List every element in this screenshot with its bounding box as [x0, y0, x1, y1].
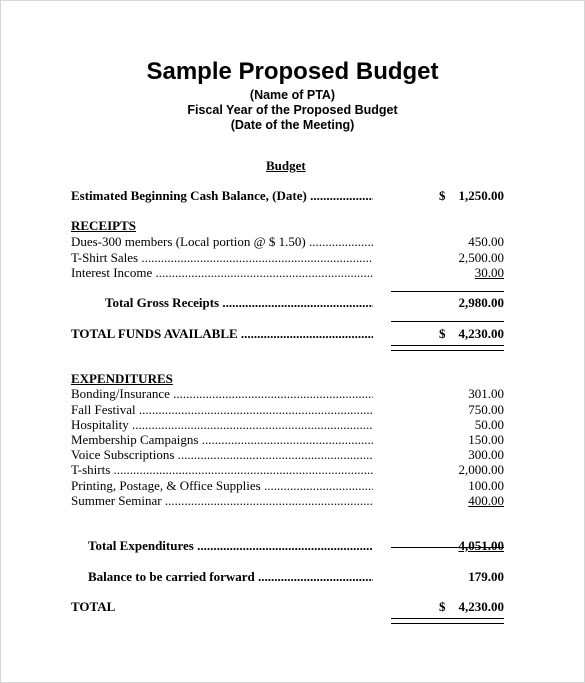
- currency-symbol: $: [439, 188, 446, 203]
- expenditure-label: Hospitality .....: [71, 417, 373, 433]
- balance-forward-row: [0, 569, 585, 585]
- expenditure-row: [0, 478, 585, 494]
- double-underline: [391, 618, 504, 624]
- expenditure-label: Bonding/Insurance .....: [71, 386, 373, 402]
- total-rule: [391, 321, 504, 322]
- currency-symbol: $: [439, 326, 446, 341]
- currency-symbol: $: [439, 599, 446, 614]
- gross-receipts-row: [0, 295, 585, 311]
- total-expenditures-label: Total Expenditures .....: [88, 538, 373, 554]
- funds-available-amount: 4,230.00: [458, 326, 504, 341]
- expenditure-amount: 2,000.00: [458, 462, 504, 477]
- beginning-balance-row: [0, 188, 585, 204]
- balance-forward-label: Balance to be carried forward .....: [88, 569, 373, 585]
- expenditure-row: [0, 493, 585, 509]
- meeting-date: (Date of the Meeting): [230, 118, 355, 132]
- expenditure-label: T-shirts .....: [71, 462, 373, 478]
- expenditure-label: Membership Campaigns .....: [71, 432, 373, 448]
- pta-name: (Name of PTA): [249, 88, 336, 102]
- balance-forward-amount: 179.00: [468, 569, 504, 584]
- expenditure-label: Voice Subscriptions .....: [71, 447, 373, 463]
- double-underline: [391, 345, 504, 351]
- receipt-amount: 30.00: [474, 265, 504, 280]
- funds-available-row: [0, 326, 585, 342]
- document-title: Sample Proposed Budget: [146, 58, 439, 85]
- expenditure-amount: 150.00: [468, 432, 504, 447]
- expenditure-row: [0, 447, 585, 463]
- expenditure-amount: 750.00: [468, 402, 504, 417]
- expenditure-label: Summer Seminar .....: [71, 493, 373, 509]
- expenditure-amount: 50.00: [474, 417, 504, 432]
- grand-total-amount: 4,230.00: [458, 599, 504, 614]
- expenditure-row: [0, 402, 585, 418]
- total-expenditures-amount: 4,051.00: [458, 538, 504, 553]
- grand-total-label: TOTAL: [71, 599, 116, 614]
- expenditure-row: [0, 432, 585, 448]
- gross-receipts-label: Total Gross Receipts .....: [105, 295, 373, 311]
- receipts-heading: RECEIPTS: [71, 218, 137, 233]
- grand-total-row: [0, 599, 585, 615]
- receipt-row: [0, 234, 585, 250]
- expenditure-row: [0, 417, 585, 433]
- total-rule: [391, 291, 504, 292]
- expenditure-label: Printing, Postage, & Office Supplies .....: [71, 478, 373, 494]
- expenditure-row: [0, 462, 585, 478]
- budget-column-heading: Budget: [266, 158, 306, 173]
- expenditure-amount: 300.00: [468, 447, 504, 462]
- receipt-label: Interest Income .....: [71, 265, 373, 281]
- expenditures-heading: EXPENDITURES: [71, 371, 173, 386]
- receipt-label: Dues-300 members (Local portion @ $ 1.50) .....: [71, 234, 373, 250]
- funds-available-label: TOTAL FUNDS AVAILABLE .....: [71, 326, 373, 342]
- beginning-balance-label: Estimated Beginning Cash Balance, (Date) .....: [71, 188, 373, 204]
- receipt-row: [0, 265, 585, 281]
- fiscal-year: Fiscal Year of the Proposed Budget: [187, 103, 398, 117]
- receipt-label: T-Shirt Sales .....: [71, 250, 373, 266]
- expenditure-amount: 400.00: [468, 493, 504, 508]
- beginning-balance-amount: 1,250.00: [458, 188, 504, 203]
- receipt-row: [0, 250, 585, 266]
- total-expenditures-row: [0, 538, 585, 554]
- receipt-amount: 450.00: [468, 234, 504, 249]
- gross-receipts-amount: 2,980.00: [458, 295, 504, 310]
- receipt-amount: 2,500.00: [458, 250, 504, 265]
- expenditure-amount: 100.00: [468, 478, 504, 493]
- expenditure-amount: 301.00: [468, 386, 504, 401]
- expenditure-row: [0, 386, 585, 402]
- expenditure-label: Fall Festival .....: [71, 402, 373, 418]
